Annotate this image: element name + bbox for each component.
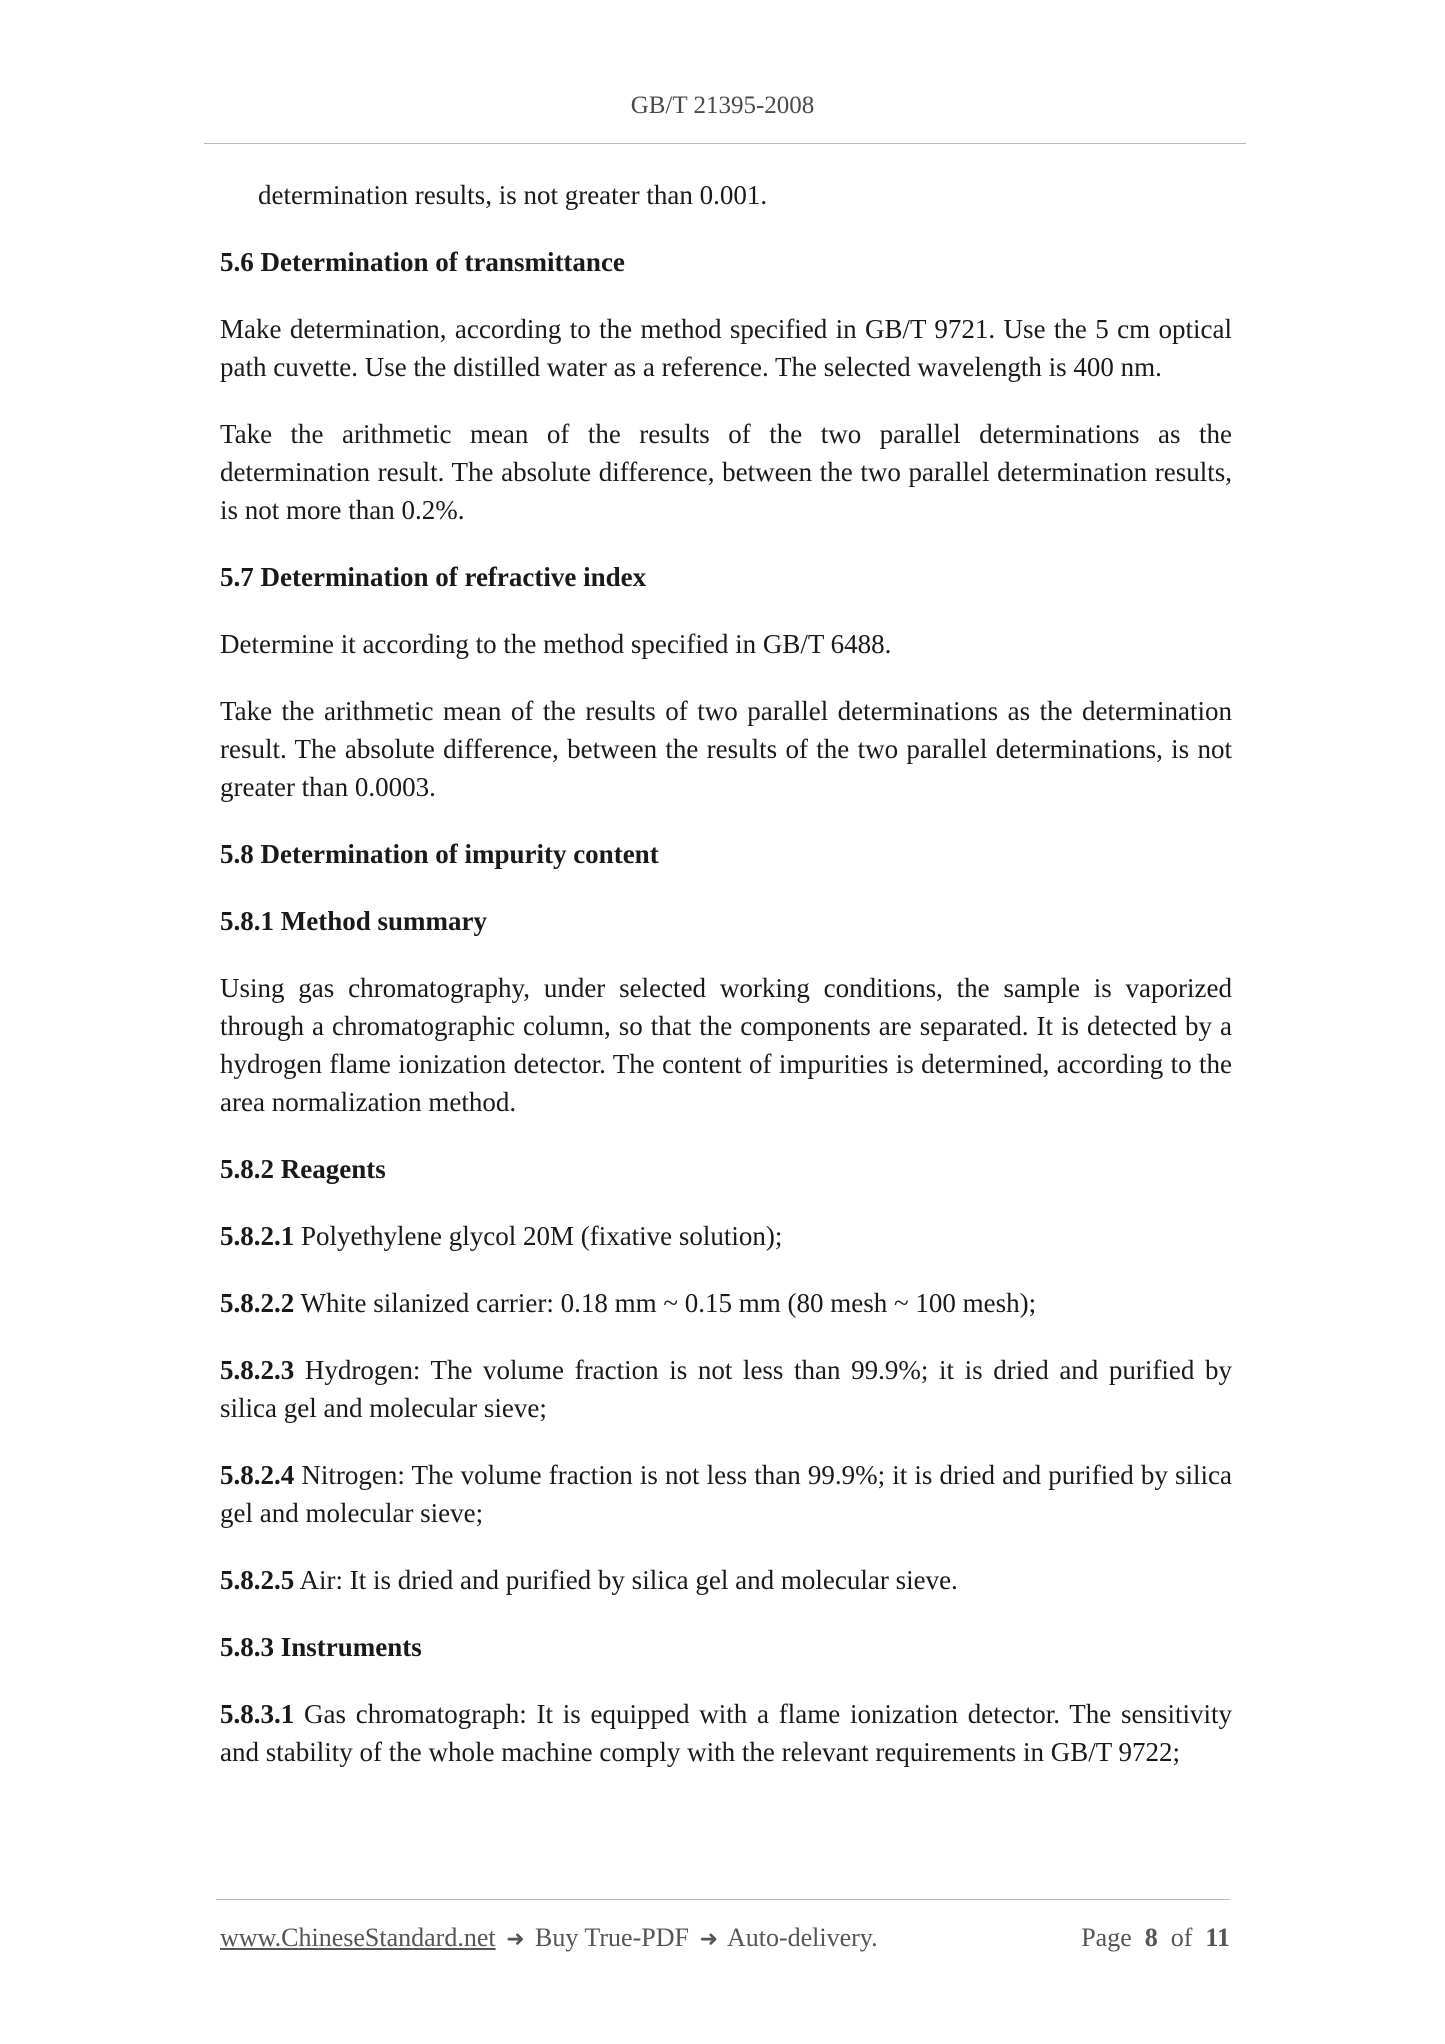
footer-promo: [220, 1921, 878, 1957]
section-5-6-paragraph-1: Make determination, according to the method specified in GB/T 9721. Use the 5 cm optical path cuvette. Use the distilled water as a reference. The selected wavelength is 400 nm.: [220, 314, 1232, 382]
reagent-item-text: Nitrogen: The volume fraction is not less than 99.9%; it is dried and purified by silica gel and molecular sieve;: [220, 1460, 1232, 1528]
reagent-item-text: Polyethylene glycol 20M (fixative solution);: [294, 1221, 783, 1251]
section-5-8-1-heading: 5.8.1 Method summary: [220, 906, 487, 936]
reagent-item-number: 5.8.2.1: [220, 1221, 295, 1251]
reagent-item-text: Air: It is dried and purified by silica gel and molecular sieve.: [294, 1565, 958, 1595]
instrument-item-text: Gas chromatograph: It is equipped with a flame ionization detector. The sensitivity and stability of the whole machine comply with the relevant requirements in GB/T 9722;: [220, 1699, 1232, 1767]
of-label: of: [1170, 1923, 1193, 1952]
reagent-item-text: Hydrogen: The volume fraction is not less than 99.9%; it is dried and purified by silica gel and molecular sieve;: [220, 1355, 1232, 1423]
section-5-7-paragraph-1: Determine it according to the method specified in GB/T 6488.: [220, 629, 892, 659]
page-number: 8: [1144, 1923, 1158, 1952]
section-5-8-3-heading: 5.8.3 Instruments: [220, 1632, 422, 1662]
reagent-item: [220, 1351, 1232, 1427]
section-5-7-heading: 5.7 Determination of refractive index: [220, 562, 647, 592]
right-arrow-icon: ➜: [699, 1927, 718, 1952]
section-5-8-heading: 5.8 Determination of impurity content: [220, 839, 659, 869]
section-5-8-2-heading: 5.8.2 Reagents: [220, 1154, 386, 1184]
reagent-item-text: White silanized carrier: 0.18 mm ~ 0.15 mm (80 mesh ~ 100 mesh);: [294, 1288, 1037, 1318]
page-header: GB/T 21395-2008: [630, 92, 815, 119]
buy-text: Buy True-PDF: [535, 1923, 689, 1952]
section-5-6-heading: 5.6 Determination of transmittance: [220, 247, 625, 277]
reagent-item-number: 5.8.2.4: [220, 1460, 295, 1490]
reagent-item: [220, 1284, 1232, 1322]
reagent-item: [220, 1217, 1232, 1255]
section-5-6-paragraph-2: Take the arithmetic mean of the results of the two parallel determinations as the determination result. The absolute difference, between the two parallel determination results, is not more than 0.2%.: [220, 419, 1232, 525]
right-arrow-icon: ➜: [506, 1927, 525, 1952]
website-link[interactable]: www.ChineseStandard.net: [220, 1923, 496, 1952]
page-label: Page: [1081, 1923, 1132, 1952]
instrument-item-number: 5.8.3.1: [220, 1699, 295, 1729]
footer-divider: [216, 1899, 1230, 1900]
instrument-item: [220, 1695, 1232, 1771]
reagent-item-number: 5.8.2.2: [220, 1288, 295, 1318]
page-indicator: [1081, 1921, 1230, 1955]
document-body: [220, 176, 1232, 1800]
reagent-item-number: 5.8.2.5: [220, 1565, 295, 1595]
section-5-7-paragraph-2: Take the arithmetic mean of the results of two parallel determinations as the determination result. The absolute difference, between the results of the two parallel determinations, is not greater than 0.0003.: [220, 696, 1232, 802]
section-5-8-1-paragraph: Using gas chromatography, under selected working conditions, the sample is vaporized through a chromatographic column, so that the components are separated. It is detected by a hydrogen flame ionization detector. The content of impurities is determined, according to the area normalization method.: [220, 973, 1232, 1117]
delivery-text: Auto-delivery.: [726, 1923, 878, 1952]
reagent-item: [220, 1561, 1232, 1599]
header-divider: [204, 143, 1246, 144]
reagent-item: [220, 1456, 1232, 1532]
reagent-item-number: 5.8.2.3: [220, 1355, 295, 1385]
continuation-paragraph: determination results, is not greater than 0.001.: [258, 180, 768, 210]
page-total: 11: [1205, 1923, 1230, 1952]
